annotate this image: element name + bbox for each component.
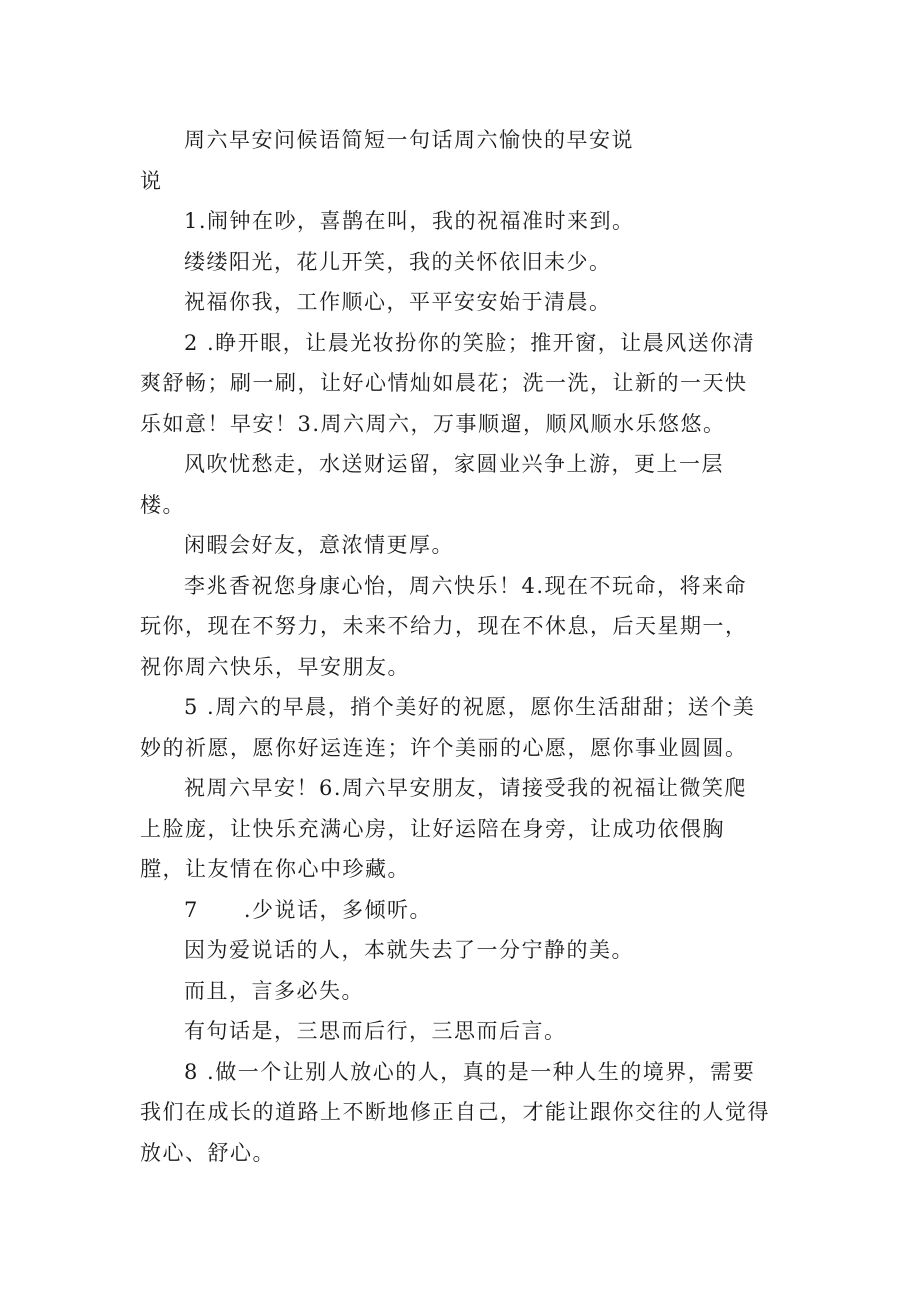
text-line: 因为爱说话的人，本就失去了一分宁静的美。 bbox=[184, 938, 634, 962]
text-line: 乐如意！早安！3.周六周六，万事顺遛，顺风顺水乐悠悠。 bbox=[140, 411, 726, 436]
text-line: 上脸庞，让快乐充满心房，让好运陪在身旁，让成功依偎胸 bbox=[140, 816, 725, 841]
text-line: 放心、舒心。 bbox=[140, 1140, 275, 1165]
text-line: 祝周六早安！6.周六早安朋友，请接受我的祝福让微笑爬 bbox=[184, 776, 748, 800]
document-title-line-1: 周六早安问候语简短一句话周六愉快的早安说 bbox=[184, 128, 634, 152]
text-line: 玩你，现在不努力，未来不给力，现在不休息，后天星期一， bbox=[140, 614, 748, 638]
text-line: 2 .睁开眼，让晨光妆扮你的笑脸；推开窗，让晨风送你清 bbox=[184, 330, 756, 355]
text-line: 妙的祈愿，愿你好运连连；许个美丽的心愿，愿你事业圆圆。 bbox=[140, 735, 748, 760]
text-line: 1.闹钟在吵，喜鹊在叫，我的祝福准时来到。 bbox=[184, 209, 635, 233]
text-line: 闲暇会好友，意浓情更厚。 bbox=[184, 533, 454, 557]
text-line: 祝你周六快乐，早安朋友。 bbox=[140, 654, 410, 679]
text-line: 缕缕阳光，花儿开笑，我的关怀依旧未少。 bbox=[184, 249, 612, 274]
text-line: 膛，让友情在你心中珍藏。 bbox=[140, 857, 410, 881]
text-line: 而且，言多必失。 bbox=[184, 978, 364, 1003]
text-line: 风吹忧愁走，水送财运留，家圆业兴争上游，更上一层 bbox=[184, 452, 724, 476]
text-line: 楼。 bbox=[140, 492, 185, 517]
text-line: 我们在成长的道路上不断地修正自己，才能让跟你交往的人觉得 bbox=[140, 1100, 770, 1124]
text-line: 李兆香祝您身康心怡，周六快乐！4.现在不玩命，将来命 bbox=[184, 573, 748, 598]
text-line: 8 .做一个让别人放心的人，真的是一种人生的境界，需要 bbox=[184, 1059, 756, 1084]
text-line: 祝福你我，工作顺心，平平安安始于清晨。 bbox=[184, 290, 612, 314]
document-body bbox=[140, 120, 790, 1173]
text-line: 有句话是，三思而后行，三思而后言。 bbox=[184, 1019, 567, 1043]
text-line: 7 .少说话，多倾听。 bbox=[184, 897, 433, 922]
document-title-line-2: 说 bbox=[140, 168, 163, 193]
text-line: 爽舒畅；刷一刷，让好心情灿如晨花；洗一洗，让新的一天快 bbox=[140, 371, 748, 395]
text-line: 5 .周六的早晨，捎个美好的祝愿，愿你生活甜甜；送个美 bbox=[184, 695, 756, 719]
